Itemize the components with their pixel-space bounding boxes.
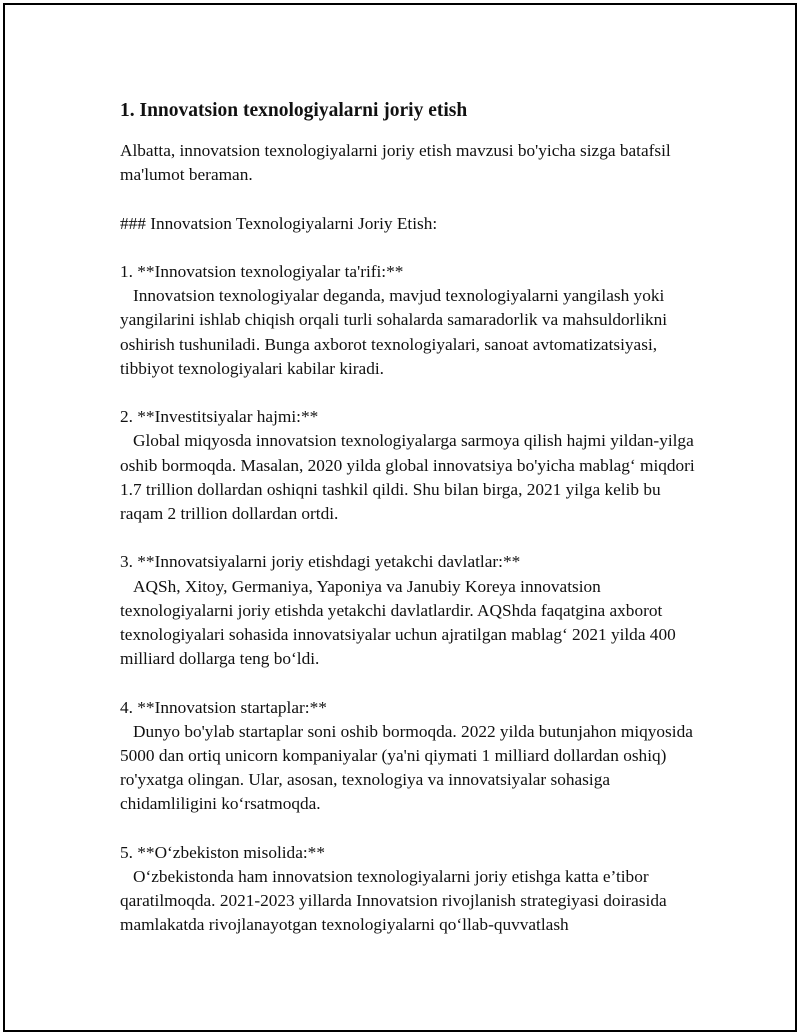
- list-item-body: O‘zbekistonda ham innovatsion texnologiyalarni joriy etishga katta e’tibor qaratilmoqda. 2021-2023 yillarda Innovatsion rivojlanish strategiyasi doirasida mamlakatda rivojlanayotgan texnologiyalarni qo‘llab-quvvatlash: [120, 867, 667, 935]
- document-content: [120, 99, 700, 962]
- list-item-head: 1. **Innovatsion texnologiyalar ta'rifi:**: [120, 261, 404, 281]
- list-item-body: Global miqyosda innovatsion texnologiyalarga sarmoya qilish hajmi yildan-yilga oshib bormoqda. Masalan, 2020 yilda global innovatsiya bo'yicha mablag‘ miqdori 1.7 trillion dollardan oshiqni tashkil qildi. Shu bilan birga, 2021 yilga kelib bu raqam 2 trillion dollardan ortdi.: [120, 431, 695, 523]
- list-item: [120, 841, 700, 938]
- list-item-body: Dunyo bo'ylab startaplar soni oshib bormoqda. 2022 yilda butunjahon miqyosida 5000 dan ortiq unicorn kompaniyalar (ya'ni qiymati 1 milliard dollardan oshiq) ro'yxatga olingan. Ular, asosan, texnologiya va innovatsiyalar sohasiga chidamliligini ko‘rsatmoqda.: [120, 721, 693, 814]
- section-heading: ### Innovatsion Texnologiyalarni Joriy Etish:: [120, 213, 438, 233]
- list-item-head: 5. **O‘zbekiston misolida:**: [120, 842, 325, 862]
- list-item-body: Innovatsion texnologiyalar deganda, mavjud texnologiyalarni yangilash yoki yangilarini ishlab chiqish orqali turli sohalarda samaradorlik va mahsuldorlikni oshirish tushuniladi. Bunga axborot texnologiyalari, sanoat avtomatizatsiyasi, tibbiyot texnologiyalari kabilar kiradi.: [120, 286, 668, 378]
- list-item: [120, 405, 700, 526]
- list-item-head: 3. **Innovatsiyalarni joriy etishdagi yetakchi davlatlar:**: [120, 552, 521, 572]
- list-item-body: AQSh, Xitoy, Germaniya, Yaponiya va Janubiy Koreya innovatsion texnologiyalarni joriy etishda yetakchi davlatlardir. AQShda faqatgina axborot texnologiyalari sohasida innovatsiyalar uchun ajratilgan mablag‘ 2021 yilda 400 milliard dollarga teng bo‘ldi.: [120, 576, 676, 669]
- list-item-head: 2. **Investitsiyalar hajmi:**: [120, 407, 319, 427]
- list-item: [120, 696, 700, 817]
- document-title: 1. Innovatsion texnologiyalarni joriy etish: [120, 100, 468, 121]
- list-item: [120, 550, 700, 671]
- list-item-head: 4. **Innovatsion startaplar:**: [120, 697, 327, 717]
- document-page: [3, 3, 797, 1032]
- list-item: [120, 260, 700, 381]
- intro-paragraph: Albatta, innovatsion texnologiyalarni joriy etish mavzusi bo'yicha sizga batafsil ma'lumot beraman.: [120, 141, 671, 185]
